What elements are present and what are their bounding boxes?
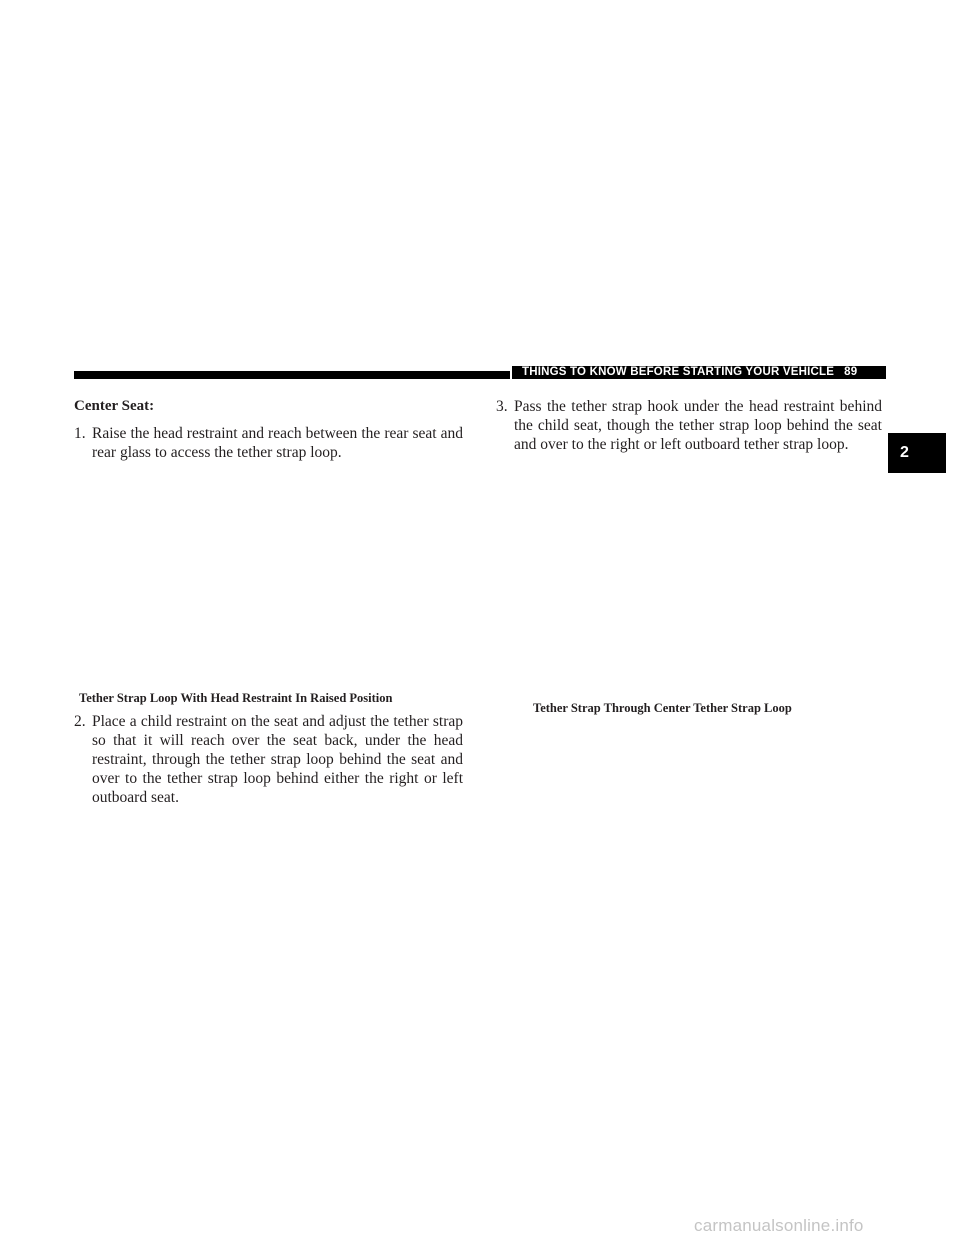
step-number: 2. [74, 713, 86, 730]
running-header [522, 366, 857, 379]
step-text: Place a child restraint on the seat and adjust the tether strap so that it will reach over the seat back, under the head restraint, through the tether strap loop behind the seat and over to the tether strap loop behind either the right or left outboard seat. [92, 713, 463, 806]
section-heading: Center Seat: [74, 398, 155, 414]
step-number: 3. [496, 398, 508, 415]
step-text: Raise the head restraint and reach between the rear seat and rear glass to access the tether strap loop. [92, 425, 463, 461]
figure-head-restraint-raised [74, 472, 463, 682]
step-2 [74, 712, 463, 807]
page-number: 89 [844, 366, 858, 378]
step-3 [496, 397, 882, 454]
figure-caption: Tether Strap Through Center Tether Strap Loop [533, 701, 792, 715]
watermark-text: carmanualsonline.info [694, 1216, 864, 1235]
step-text: Pass the tether strap hook under the head restraint behind the child seat, though the tether strap loop behind the seat and over to the right or left outboard tether strap loop. [514, 398, 882, 453]
header-title-text: THINGS TO KNOW BEFORE STARTING YOUR VEHICLE [522, 366, 835, 378]
header-rule [74, 371, 510, 379]
figure-caption: Tether Strap Loop With Head Restraint In Raised Position [79, 691, 393, 705]
chapter-tab[interactable]: 2 [888, 433, 946, 473]
figure-tether-center-loop [496, 490, 882, 692]
step-1 [74, 424, 463, 462]
step-number: 1. [74, 425, 86, 442]
